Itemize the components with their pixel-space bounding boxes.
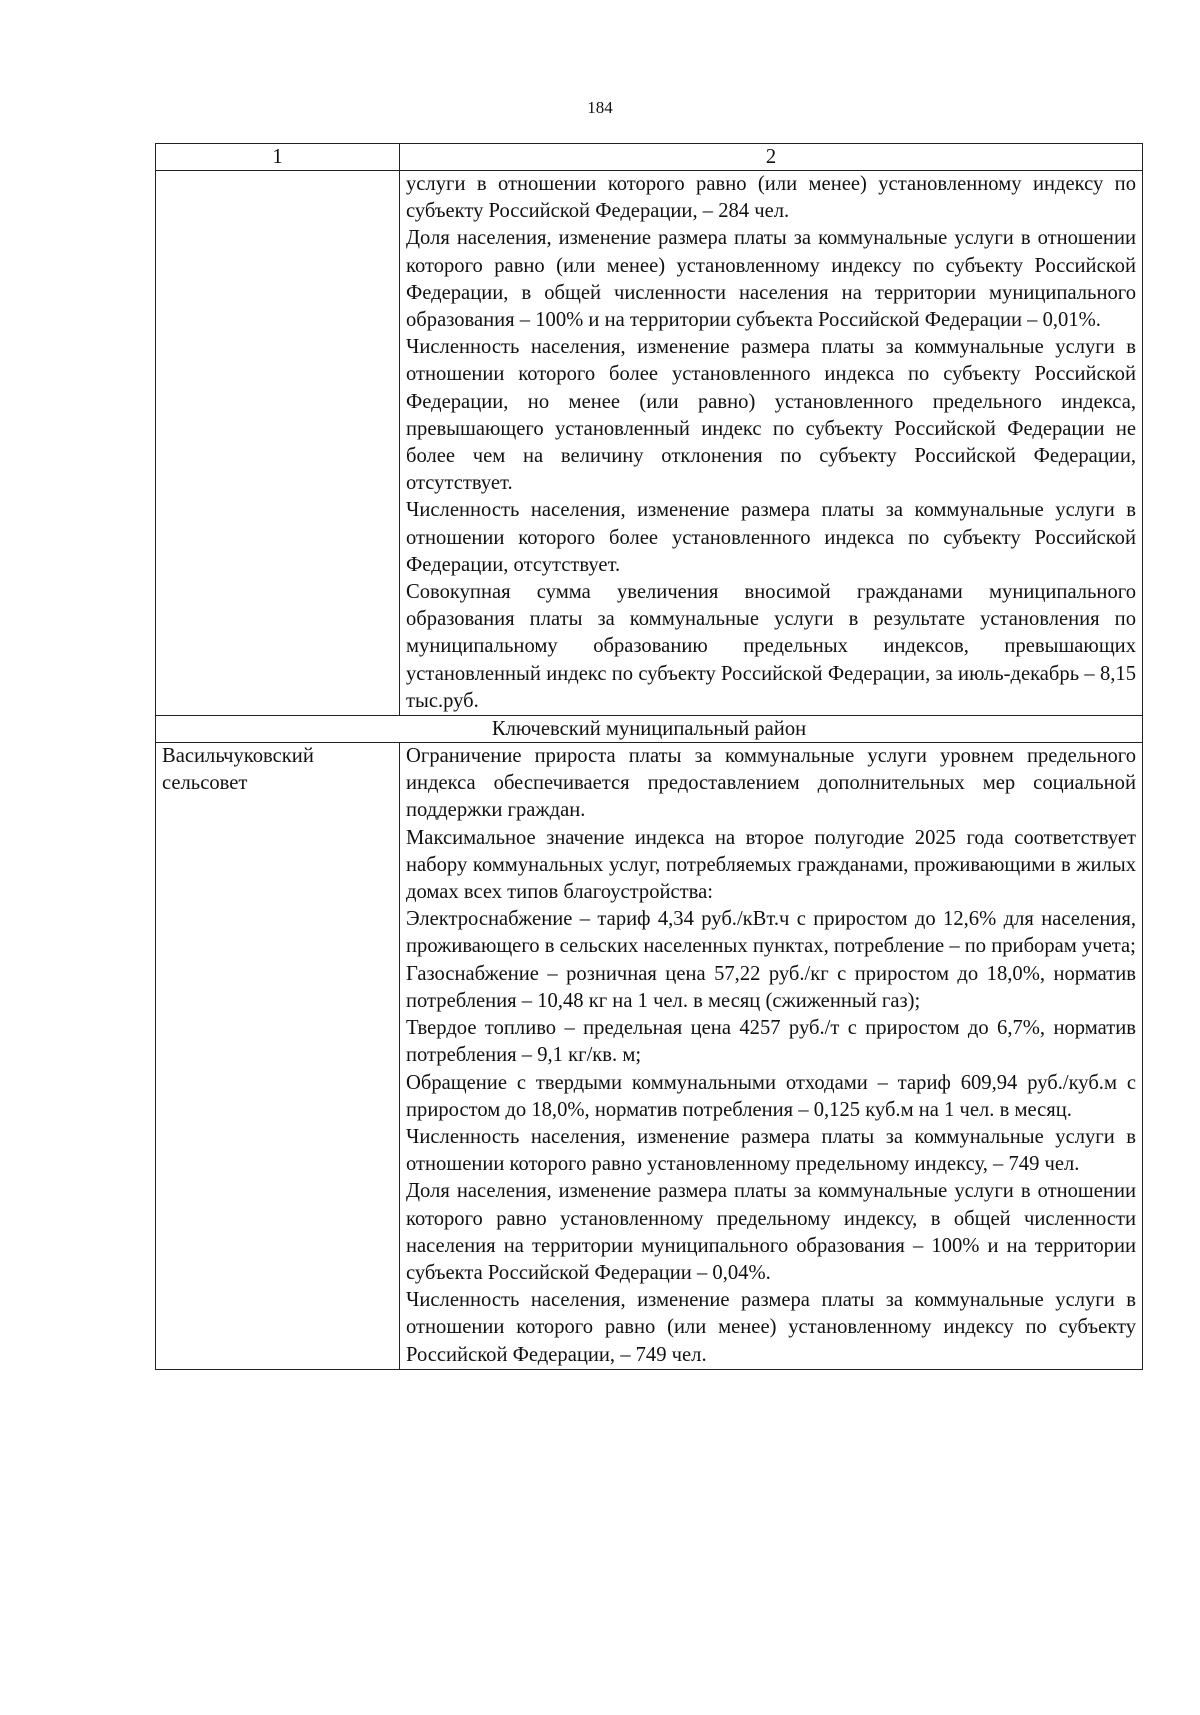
paragraph: Электроснабжение – тариф 4,34 руб./кВт.ч с приростом до 12,6% для населения, проживающего в сельских населенных пунктах, потребление – по приборам учета; <box>406 908 1136 958</box>
paragraph: Доля населения, изменение размера платы за коммунальные услуги в отношении которого равно (или менее) установленному индексу по субъекту Российской Федерации, в общей численности населения на территории муниципального образования – 100% и на территории субъекта Российской Федерации – 0,01%. <box>406 227 1136 332</box>
row1-left-cell <box>156 171 400 716</box>
paragraph: Доля населения, изменение размера платы за коммунальные услуги в отношении которого равно установленному предельному индексу, в общей численности населения на территории муниципального образования – 100% и на территории субъекта Российской Федерации – 0,04%. <box>406 1180 1136 1284</box>
column-header-2: 2 <box>400 144 1143 171</box>
section-row <box>156 716 1143 743</box>
paragraph: Совокупная сумма увеличения вносимой гражданами муниципального образования платы за коммунальные услуги в результате установления по муниципальному образованию предельных индексов, превышающих установленный индекс по субъекту Российской Федерации, за июль-декабрь – 8,15 тыс.руб. <box>406 581 1136 712</box>
section-title: Ключевский муниципальный район <box>156 716 1143 743</box>
table-row <box>156 171 1143 716</box>
table-row <box>156 743 1143 1370</box>
row2-content-cell <box>400 743 1143 1370</box>
paragraph: Численность населения, изменение размера платы за коммунальные услуги в отношении которого равно установленному предельному индексу, – 749 чел. <box>406 1125 1136 1176</box>
paragraph: Ограничение прироста платы за коммунальные услуги уровнем предельного индекса обеспечивается предоставлением дополнительных мер социальной поддержки граждан. <box>406 745 1136 822</box>
paragraph: Численность населения, изменение размера платы за коммунальные услуги в отношении которого более установленного индекса по субъекту Российской Федерации, отсутствует. <box>406 499 1136 576</box>
paragraph: Обращение с твердыми коммунальными отходами – тариф 609,94 руб./куб.м с приростом до 18,0%, норматив потребления – 0,125 куб.м на 1 чел. в месяц. <box>406 1071 1136 1121</box>
paragraph: Численность населения, изменение размера платы за коммунальные услуги в отношении которого более установленного индекса по субъекту Российской Федерации, но менее (или равно) установленного предельного индекса, превышающего установленный индекс по субъекту Российской Федерации не более чем на величину отклонения по субъекту Российской Федерации, отсутствует. <box>406 336 1136 495</box>
municipality-name: Васильчуковский сельсовет <box>156 743 400 1370</box>
page-number: 184 <box>587 98 613 117</box>
paragraph: Численность населения, изменение размера платы за коммунальные услуги в отношении которого равно (или менее) установленному индексу по субъекту Российской Федерации, – 749 чел. <box>406 1289 1136 1366</box>
table-header-row <box>156 144 1143 171</box>
paragraph: Твердое топливо – предельная цена 4257 руб./т с приростом до 6,7%, норматив потребления – 9,1 кг/кв. м; <box>406 1017 1136 1067</box>
paragraph: Газоснабжение – розничная цена 57,22 руб./кг с приростом до 18,0%, норматив потребления – 10,48 кг на 1 чел. в месяц (сжиженный газ); <box>406 962 1136 1012</box>
column-header-1: 1 <box>156 144 400 171</box>
document-table <box>155 143 1143 1370</box>
row1-content-cell <box>400 171 1143 716</box>
paragraph: Максимальное значение индекса на второе полугодие 2025 года соответствует набору коммунальных услуг, потребляемых гражданами, проживающими в жилых домах всех типов благоустройства: <box>406 826 1136 904</box>
paragraph: услуги в отношении которого равно (или менее) установленному индексу по субъекту Российской Федерации, – 284 чел. <box>406 173 1136 223</box>
